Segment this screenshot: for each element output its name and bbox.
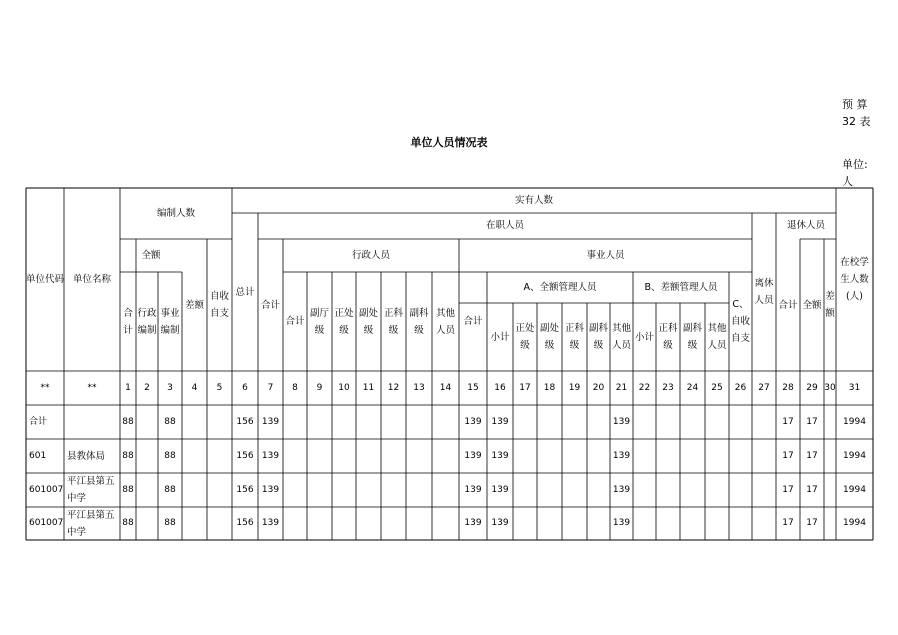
table-cell: 17 [806, 484, 818, 495]
table-cell: 17 [806, 416, 818, 427]
column-number: 18 [543, 382, 556, 393]
table-cell: 139 [261, 484, 280, 495]
header-xz-heji: 合计 [285, 316, 305, 327]
header-chae: 差额 [184, 299, 204, 311]
header-b-fuke: 副科级 [682, 323, 702, 351]
column-number: 25 [711, 382, 723, 393]
header-sy-heji: 合计 [463, 316, 483, 327]
table-cell: 156 [236, 450, 254, 461]
table-cell: 88 [122, 518, 134, 528]
table-cell: 139 [491, 450, 509, 461]
column-number: ** [87, 382, 97, 393]
column-number: 20 [592, 382, 605, 393]
table-cell: 139 [491, 518, 509, 528]
page-title: 单位人员情况表 [410, 136, 488, 149]
header-zhengchu: 正处级 [334, 307, 354, 336]
table-cell: 88 [164, 484, 176, 495]
header-xingzheng-bianzhi: 行政编制 [137, 307, 157, 336]
table-cell: 88 [122, 450, 134, 461]
table-cell: 1994 [843, 416, 866, 427]
table-row-name: 平江县第五中学 [67, 476, 115, 504]
header-bianzhi: 编制人数 [156, 207, 195, 219]
header-lixiu: 离休人员 [754, 278, 774, 306]
table-row-name [64, 405, 120, 439]
header-tx-quane: 全额 [802, 299, 822, 311]
table-row-code: 601 [29, 450, 47, 461]
table-cell: 1994 [843, 450, 866, 461]
column-number: 12 [387, 382, 400, 393]
table-cell: 139 [261, 416, 280, 427]
column-number: 4 [191, 382, 198, 393]
column-number: 13 [413, 382, 425, 393]
column-number: 10 [338, 382, 350, 393]
column-number: 5 [216, 382, 223, 393]
header-futing: 副厅级 [309, 307, 329, 336]
column-number: 1 [125, 382, 131, 393]
column-number: 28 [782, 382, 794, 393]
header-c-group: C、自收自支 [730, 299, 750, 344]
column-number: 11 [362, 382, 375, 393]
column-number: 3 [167, 382, 173, 393]
table-cell: 88 [164, 450, 176, 461]
table-cell: 17 [806, 518, 818, 528]
header-a-xiaoji: 小计 [490, 331, 510, 343]
header-b-xiaoji: 小计 [634, 331, 654, 343]
header-zhengke: 正科级 [383, 307, 403, 336]
column-number: 21 [615, 382, 628, 393]
table-cell: 88 [164, 518, 176, 528]
column-number: 17 [519, 382, 531, 393]
table-cell: 17 [782, 416, 794, 427]
header-tuixiu: 退休人员 [786, 220, 825, 231]
header-b-group: B、差额管理人员 [644, 281, 718, 293]
unit-label: 单位: 人 [842, 158, 868, 188]
table-cell: 139 [612, 450, 631, 461]
header-zishou: 自收自支 [209, 291, 229, 319]
header-fuchu: 副处级 [358, 307, 378, 336]
column-number: 31 [848, 382, 861, 393]
header-zaixiao: 在校学生人数(人) [840, 257, 869, 302]
column-number: 2 [144, 382, 150, 393]
header-unit-name: 单位名称 [72, 273, 111, 285]
table-cell: 88 [164, 416, 176, 427]
header-a-zhengchu: 正处级 [515, 323, 535, 351]
table-cell: 139 [464, 518, 482, 528]
header-a-qita: 其他人员 [611, 323, 631, 351]
table-cell: 88 [122, 484, 134, 495]
column-number: ** [40, 382, 50, 393]
column-number: 29 [806, 382, 818, 393]
table-cell: 156 [236, 416, 254, 427]
header-quane: 全额 [141, 249, 161, 261]
form-number: 预 算 32 表 [842, 98, 871, 128]
header-heji: 合计 [123, 307, 133, 336]
header-tx-heji: 合计 [778, 299, 798, 311]
column-number: 15 [467, 382, 479, 393]
table-cell: 17 [782, 484, 794, 495]
table-cell: 88 [122, 416, 134, 427]
header-fuke: 副科级 [409, 307, 429, 336]
table-row-name: 平江县第五中学 [67, 509, 115, 538]
table-cell: 156 [236, 518, 254, 528]
header-shiyou: 实有人数 [514, 194, 553, 206]
column-number: 6 [242, 382, 248, 393]
table-row-code: 601007 [29, 518, 64, 528]
column-number: 7 [267, 382, 274, 393]
table-row-name: 县教体局 [67, 450, 106, 462]
column-number: 27 [758, 382, 770, 393]
table-cell: 17 [782, 518, 794, 528]
header-a-fuchu: 副处级 [539, 323, 559, 351]
column-number: 9 [316, 382, 323, 393]
header-b-zhengke: 正科级 [658, 323, 678, 351]
header-xingzheng-renyuan: 行政人员 [351, 249, 390, 261]
table-cell: 1994 [843, 484, 866, 495]
table-cell: 139 [491, 484, 509, 495]
table-row-code: 601007 [29, 484, 64, 495]
column-number: 16 [494, 382, 506, 393]
header-a-zhengke: 正科级 [564, 323, 584, 351]
header-shiye-renyuan: 事业人员 [586, 249, 625, 261]
header-qita: 其他人员 [435, 307, 455, 336]
table-cell: 17 [806, 450, 818, 461]
column-number: 26 [734, 382, 747, 393]
header-a-group: A、全额管理人员 [523, 281, 597, 293]
table-cell: 1994 [843, 518, 866, 528]
table-cell: 139 [464, 416, 482, 427]
header-unit-code: 单位代码 [26, 273, 64, 285]
header-a-fuke: 副科级 [588, 323, 608, 351]
table-cell: 139 [612, 518, 631, 528]
column-number: 14 [439, 382, 452, 393]
header-tx-chae: 差额 [825, 291, 835, 319]
table-cell: 139 [612, 484, 631, 495]
column-number: 22 [638, 382, 651, 393]
table-cell: 17 [782, 450, 794, 461]
header-b-qita: 其他人员 [707, 323, 727, 351]
table-cell: 139 [261, 518, 280, 528]
table-cell: 139 [464, 484, 482, 495]
column-number: 8 [292, 382, 298, 393]
column-number: 23 [662, 382, 674, 393]
column-number: 24 [686, 382, 699, 393]
table-cell: 139 [464, 450, 482, 461]
header-zaizhi-heji: 合计 [260, 299, 280, 311]
header-shiye-bianzhi: 事业编制 [160, 307, 180, 336]
header-zaizhi: 在职人员 [485, 220, 524, 231]
column-number: 19 [568, 382, 581, 393]
table-cell: 139 [612, 416, 631, 427]
header-zongji: 总计 [235, 286, 255, 298]
table-row-code: 合计 [29, 416, 48, 427]
table-cell: 156 [236, 484, 254, 495]
table-cell: 139 [491, 416, 509, 427]
table-cell: 139 [261, 450, 280, 461]
column-number: 30 [824, 382, 836, 393]
